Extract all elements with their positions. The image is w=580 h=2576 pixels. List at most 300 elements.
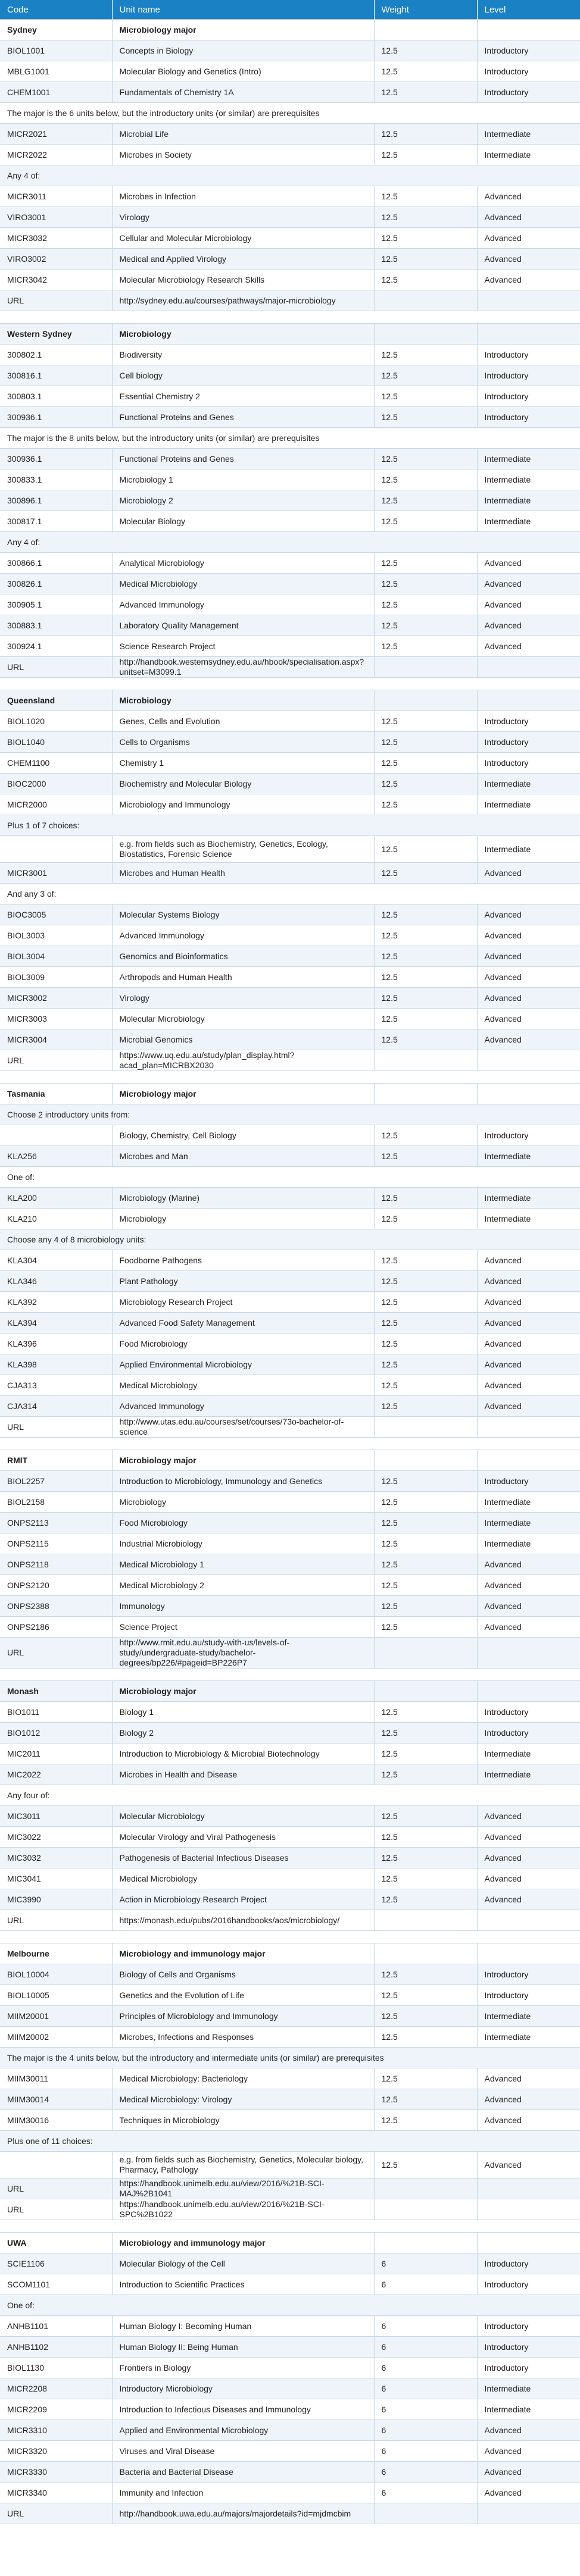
unit-weight: 12.5 [374,1313,477,1334]
unit-name: Medical Microbiology [112,574,374,594]
table-row [0,1617,580,1638]
major-name: Microbiology major [112,20,374,40]
unit-weight [374,657,477,678]
unit-name: Immunology [112,1596,374,1617]
unit-code: KLA396 [0,1334,112,1354]
unit-level [477,2233,580,2253]
table-row [0,1575,580,1596]
table-row [0,1964,580,1985]
unit-code: SCIE1106 [0,2253,112,2274]
table-row [0,1029,580,1050]
unit-name: Molecular Systems Biology [112,904,374,925]
note-row [0,2295,580,2316]
table-row [0,207,580,228]
table-row [0,1146,580,1167]
spacer-cell [0,1669,580,1681]
table-row [0,1271,580,1292]
unit-name: Microbiology and Immunology [112,794,374,815]
table-row [0,1250,580,1271]
unit-weight: 12.5 [374,186,477,207]
unit-code: MICR2021 [0,124,112,145]
note-row [0,815,580,836]
unit-weight: 12.5 [374,2006,477,2027]
table-row [0,794,580,815]
table-header [0,0,580,20]
unit-weight: 12.5 [374,711,477,732]
unit-weight: 12.5 [374,228,477,249]
unit-weight: 12.5 [374,1848,477,1868]
header-unit-name: Unit name [112,0,374,20]
unit-name: Food Microbiology [112,1334,374,1354]
unit-code: URL [0,2503,112,2524]
unit-level [477,2503,580,2524]
unit-name: Virology [112,207,374,228]
unit-name: Medical Microbiology: Bacteriology [112,2068,374,2089]
unit-code: BIOC2000 [0,774,112,794]
table-row [0,1396,580,1417]
unit-code: 300826.1 [0,574,112,594]
unit-code: MIC3032 [0,1848,112,1868]
university-name: Western Sydney [0,324,112,345]
unit-level [477,2179,580,2199]
university-row [0,1084,580,1104]
unit-weight: 12.5 [374,490,477,511]
note-row [0,103,580,124]
unit-level [477,1084,580,1104]
unit-weight [374,290,477,311]
unit-code: 300924.1 [0,636,112,657]
unit-level: Advanced [477,2483,580,2503]
table-row [0,449,580,469]
unit-weight: 12.5 [374,1471,477,1492]
unit-weight: 12.5 [374,40,477,61]
unit-code: SCOM1101 [0,2274,112,2295]
unit-level: Introductory [477,365,580,386]
unit-level: Intermediate [477,2006,580,2027]
unit-weight: 12.5 [374,1744,477,1764]
table-row [0,1764,580,1785]
table-row [0,2399,580,2420]
table-row [0,82,580,103]
unit-weight: 12.5 [374,270,477,290]
unit-level: Advanced [477,1575,580,1596]
unit-code: ONPS2388 [0,1596,112,1617]
unit-level: Introductory [477,711,580,732]
unit-weight [374,1638,477,1669]
unit-level: Introductory [477,407,580,428]
unit-name: https://handbook.unimelb.edu.au/view/2016/%21B-SCI-SPC%2B1022 [112,2199,374,2220]
unit-level: Introductory [477,61,580,82]
table-row [0,1292,580,1313]
unit-weight: 12.5 [374,1596,477,1617]
unit-name: https://handbook.unimelb.edu.au/view/2016/%21B-SCI-MAJ%2B1041 [112,2179,374,2199]
note-row [0,1785,580,1806]
unit-name: Chemistry 1 [112,753,374,774]
unit-name: Science Project [112,1617,374,1638]
table-row [0,636,580,657]
table-row [0,1050,580,1071]
unit-name: Medical Microbiology: Virology [112,2089,374,2110]
unit-weight: 12.5 [374,1533,477,1554]
section-spacer [0,2220,580,2233]
unit-level: Introductory [477,2337,580,2358]
unit-level: Intermediate [477,2027,580,2048]
university-row [0,2233,580,2253]
unit-weight: 6 [374,2337,477,2358]
major-name: Microbiology [112,690,374,711]
unit-code: MICR3042 [0,270,112,290]
note-text: The major is the 8 units below, but the introductory units (or similar) are prerequisites [0,428,580,449]
major-name: Microbiology [112,324,374,345]
unit-code: KLA346 [0,1271,112,1292]
unit-code: MICR3320 [0,2441,112,2462]
unit-level: Intermediate [477,490,580,511]
unit-weight [374,1050,477,1071]
unit-weight: 12.5 [374,904,477,925]
table-row [0,732,580,753]
table-row [0,61,580,82]
unit-level: Advanced [477,2152,580,2179]
unit-level: Introductory [477,2316,580,2337]
unit-level: Advanced [477,2110,580,2131]
unit-code: BIO1011 [0,1702,112,1723]
unit-level: Advanced [477,1596,580,1617]
unit-weight [374,1417,477,1438]
table-row [0,2199,580,2220]
unit-weight: 12.5 [374,574,477,594]
unit-weight: 12.5 [374,1889,477,1910]
section-spacer [0,1669,580,1681]
unit-weight: 6 [374,2399,477,2420]
table-row [0,2483,580,2503]
unit-code: BIOL2158 [0,1492,112,1513]
unit-weight: 12.5 [374,1250,477,1271]
unit-name: Biochemistry and Molecular Biology [112,774,374,794]
unit-weight: 12.5 [374,1492,477,1513]
table-row [0,1638,580,1669]
unit-weight: 12.5 [374,1396,477,1417]
unit-weight: 12.5 [374,469,477,490]
note-text: One of: [0,1167,580,1188]
unit-name: Applied Environmental Microbiology [112,1354,374,1375]
unit-code: 300833.1 [0,469,112,490]
spacer-cell [0,678,580,690]
unit-name: http://www.utas.edu.au/courses/set/courses/73o-bachelor-of-science [112,1417,374,1438]
university-name: Queensland [0,690,112,711]
table-body [0,20,580,2524]
table-row [0,2358,580,2378]
unit-name: Microbes and Man [112,1146,374,1167]
unit-level [477,1681,580,1702]
unit-weight [374,2179,477,2199]
unit-name: http://sydney.edu.au/courses/pathways/major-microbiology [112,290,374,311]
spacer-cell [0,2220,580,2233]
table-row [0,946,580,967]
unit-code: MICR3310 [0,2420,112,2441]
unit-name: Microbes in Infection [112,186,374,207]
unit-weight: 12.5 [374,1334,477,1354]
unit-level: Introductory [477,82,580,103]
section-spacer [0,1438,580,1450]
unit-level: Intermediate [477,124,580,145]
table-row [0,40,580,61]
unit-name: Functional Proteins and Genes [112,449,374,469]
unit-code: MIC2022 [0,1764,112,1785]
unit-name: Cellular and Molecular Microbiology [112,228,374,249]
unit-level: Intermediate [477,1492,580,1513]
unit-weight: 12.5 [374,732,477,753]
table-row [0,386,580,407]
table-row [0,1702,580,1723]
unit-code: URL [0,2199,112,2220]
table-row [0,2253,580,2274]
unit-level: Advanced [477,1354,580,1375]
university-name: Sydney [0,20,112,40]
unit-code: BIOL1040 [0,732,112,753]
unit-weight: 12.5 [374,1554,477,1575]
unit-code: MICR3001 [0,863,112,884]
unit-code: KLA200 [0,1188,112,1209]
table-row [0,1334,580,1354]
unit-code: CJA313 [0,1375,112,1396]
table-row [0,2179,580,2199]
unit-weight: 12.5 [374,1271,477,1292]
unit-name: Concepts in Biology [112,40,374,61]
unit-level: Intermediate [477,836,580,863]
unit-weight: 12.5 [374,386,477,407]
section-spacer [0,1931,580,1943]
unit-weight: 12.5 [374,1575,477,1596]
unit-name: Principles of Microbiology and Immunology [112,2006,374,2027]
unit-name: Microbial Genomics [112,1029,374,1050]
unit-level: Introductory [477,753,580,774]
unit-weight: 12.5 [374,1029,477,1050]
unit-code [0,1125,112,1146]
unit-name: Foodborne Pathogens [112,1250,374,1271]
unit-code: MICR3003 [0,1009,112,1029]
unit-name: Introduction to Microbiology & Microbial Biotechnology [112,1744,374,1764]
table-row [0,1313,580,1334]
unit-code: 300817.1 [0,511,112,532]
unit-level: Advanced [477,863,580,884]
unit-level [477,1638,580,1669]
unit-name: Microbiology [112,1492,374,1513]
unit-weight: 12.5 [374,615,477,636]
unit-code: MICR3011 [0,186,112,207]
unit-level: Intermediate [477,794,580,815]
table-row [0,574,580,594]
section-spacer [0,1071,580,1084]
unit-name: Microbes and Human Health [112,863,374,884]
table-row [0,511,580,532]
unit-name: e.g. from fields such as Biochemistry, Genetics, Molecular biology, Pharmacy, Pathology [112,2152,374,2179]
unit-weight: 12.5 [374,1292,477,1313]
unit-level: Intermediate [477,1744,580,1764]
table-row [0,1827,580,1848]
unit-weight [374,2233,477,2253]
unit-name: Medical and Applied Virology [112,249,374,270]
table-row [0,2503,580,2524]
unit-name: Functional Proteins and Genes [112,407,374,428]
table-row [0,249,580,270]
note-text: Plus one of 11 choices: [0,2131,580,2152]
unit-code: MICR2209 [0,2399,112,2420]
unit-level: Advanced [477,270,580,290]
unit-weight: 12.5 [374,1375,477,1396]
unit-level: Advanced [477,1313,580,1334]
unit-weight: 6 [374,2462,477,2483]
table-row [0,145,580,165]
unit-code: 300816.1 [0,365,112,386]
unit-level [477,1050,580,1071]
unit-weight: 12.5 [374,124,477,145]
unit-code: MICR3330 [0,2462,112,2483]
university-name: Melbourne [0,1943,112,1964]
unit-level: Advanced [477,1554,580,1575]
unit-level: Intermediate [477,1513,580,1533]
unit-level: Advanced [477,249,580,270]
unit-code: ANHB1101 [0,2316,112,2337]
unit-weight: 6 [374,2253,477,2274]
unit-code: MICR3002 [0,988,112,1009]
table-row [0,2441,580,2462]
unit-name: Advanced Immunology [112,594,374,615]
unit-name: Introduction to Microbiology, Immunology and Genetics [112,1471,374,1492]
unit-code: BIO1012 [0,1723,112,1744]
unit-name: Biology 1 [112,1702,374,1723]
unit-level: Introductory [477,1964,580,1985]
unit-level: Advanced [477,186,580,207]
unit-level: Advanced [477,1029,580,1050]
unit-name: Molecular Biology and Genetics (Intro) [112,61,374,82]
unit-name: Molecular Virology and Viral Pathogenesis [112,1827,374,1848]
unit-level: Introductory [477,2358,580,2378]
table-row [0,1354,580,1375]
unit-name: Introduction to Scientific Practices [112,2274,374,2295]
note-text: Any 4 of: [0,532,580,553]
unit-level [477,290,580,311]
table-row [0,1188,580,1209]
unit-name: Advanced Immunology [112,925,374,946]
unit-weight: 12.5 [374,365,477,386]
unit-code: MICR2000 [0,794,112,815]
unit-level: Advanced [477,2420,580,2441]
unit-name: Microbiology Research Project [112,1292,374,1313]
unit-name: Biology of Cells and Organisms [112,1964,374,1985]
unit-level: Advanced [477,2089,580,2110]
unit-name: Human Biology I: Becoming Human [112,2316,374,2337]
note-text: Choose any 4 of 8 microbiology units: [0,1229,580,1250]
unit-weight [374,1681,477,1702]
unit-code: MBLG1001 [0,61,112,82]
unit-code: MICR3032 [0,228,112,249]
unit-level: Intermediate [477,1533,580,1554]
unit-name: Science Research Project [112,636,374,657]
note-row [0,1104,580,1125]
table-row [0,407,580,428]
unit-level [477,1450,580,1471]
table-row [0,1417,580,1438]
unit-level: Advanced [477,2441,580,2462]
unit-name: Introduction to Infectious Diseases and Immunology [112,2399,374,2420]
table-row [0,1744,580,1764]
unit-level: Intermediate [477,1764,580,1785]
university-name: RMIT [0,1450,112,1471]
unit-weight: 12.5 [374,967,477,988]
note-row [0,1167,580,1188]
table-row [0,657,580,678]
unit-code: VIRO3002 [0,249,112,270]
unit-level: Advanced [477,2462,580,2483]
table-row [0,365,580,386]
unit-name: Medical Microbiology [112,1375,374,1396]
unit-code: BIOL1001 [0,40,112,61]
unit-name: Essential Chemistry 2 [112,386,374,407]
unit-weight: 6 [374,2358,477,2378]
unit-level: Advanced [477,2068,580,2089]
unit-level: Intermediate [477,774,580,794]
table-row [0,1910,580,1931]
unit-code: ONPS2113 [0,1513,112,1533]
unit-name: Techniques in Microbiology [112,2110,374,2131]
table-row [0,711,580,732]
table-row [0,2316,580,2337]
spacer-cell [0,311,580,324]
unit-code: BIOL10004 [0,1964,112,1985]
unit-weight: 12.5 [374,774,477,794]
table-row [0,290,580,311]
table-row [0,270,580,290]
unit-weight: 12.5 [374,145,477,165]
unit-level: Intermediate [477,1209,580,1229]
table-row [0,124,580,145]
unit-code: MIIM30014 [0,2089,112,2110]
unit-name: Medical Microbiology 2 [112,1575,374,1596]
unit-name: Molecular Biology of the Cell [112,2253,374,2274]
unit-name: Arthropods and Human Health [112,967,374,988]
unit-code: 300936.1 [0,407,112,428]
unit-code: URL [0,1910,112,1931]
unit-weight: 12.5 [374,61,477,82]
table-row [0,1375,580,1396]
table-row [0,2152,580,2179]
unit-level [477,2199,580,2220]
table-row [0,2378,580,2399]
unit-name: http://handbook.uwa.edu.au/majors/majordetails?id=mjdmcbim [112,2503,374,2524]
unit-name: Genomics and Bioinformatics [112,946,374,967]
unit-code: BIOC3005 [0,904,112,925]
unit-level: Introductory [477,2253,580,2274]
table-row [0,2006,580,2027]
unit-code: URL [0,1417,112,1438]
unit-level: Intermediate [477,2378,580,2399]
unit-code: KLA304 [0,1250,112,1271]
unit-code: KLA210 [0,1209,112,1229]
note-text: And any 3 of: [0,884,580,904]
unit-code: URL [0,1638,112,1669]
table-row [0,2274,580,2295]
major-name: Microbiology and immunology major [112,2233,374,2253]
unit-level: Advanced [477,967,580,988]
unit-level: Advanced [477,1889,580,1910]
unit-code: KLA392 [0,1292,112,1313]
unit-code: MIC3990 [0,1889,112,1910]
section-spacer [0,311,580,324]
table-row [0,490,580,511]
unit-level: Intermediate [477,449,580,469]
unit-level: Advanced [477,615,580,636]
unit-level: Advanced [477,636,580,657]
